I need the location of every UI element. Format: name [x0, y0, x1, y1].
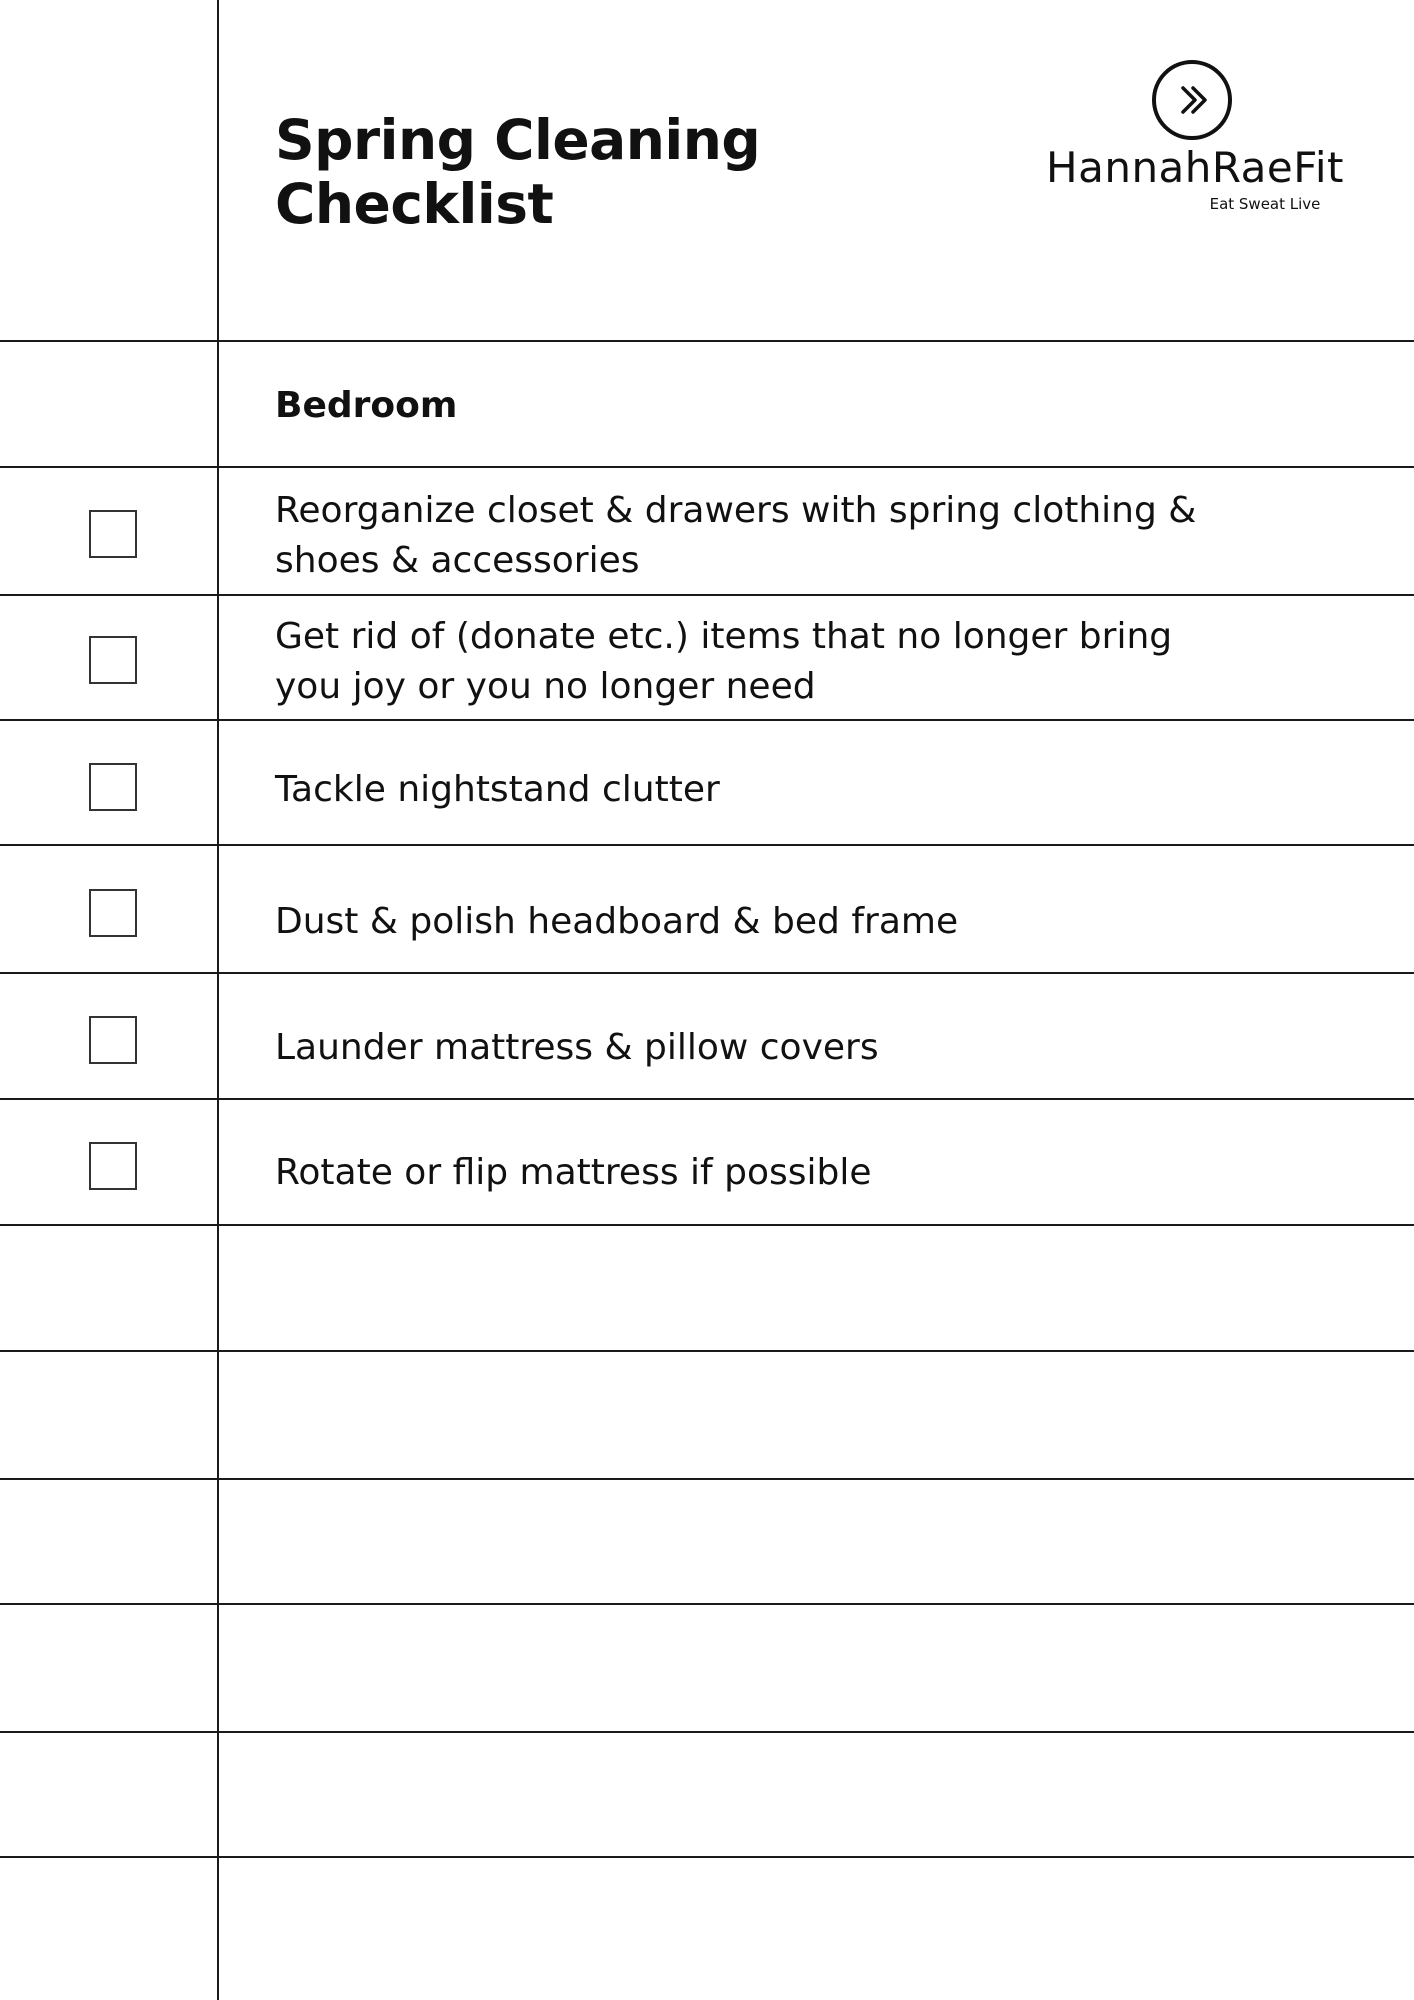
item-checkbox[interactable] — [89, 510, 137, 558]
row-divider — [0, 594, 1414, 596]
brand-tagline: Eat Sweat Live — [1209, 195, 1321, 213]
row-divider — [0, 1603, 1414, 1605]
double-chevron-right-icon — [1152, 60, 1232, 140]
item-text-line-1: Get rid of (donate etc.) items that no longer bring — [275, 616, 1173, 657]
item-text: Launder mattress & pillow covers — [275, 1027, 879, 1068]
item-checkbox[interactable] — [89, 1016, 137, 1064]
row-divider — [0, 466, 1414, 468]
item-text: Rotate or flip mattress if possible — [275, 1152, 872, 1193]
section-heading: Bedroom — [275, 385, 458, 426]
column-divider — [217, 0, 219, 2000]
item-text — [275, 486, 1275, 586]
item-checkbox[interactable] — [89, 1142, 137, 1190]
item-checkbox[interactable] — [89, 889, 137, 937]
row-divider — [0, 1098, 1414, 1100]
item-checkbox[interactable] — [89, 636, 137, 684]
row-divider — [0, 1350, 1414, 1352]
item-text-line-1: Reorganize closet & drawers with spring clothing & — [275, 490, 1197, 531]
page-title — [275, 108, 835, 236]
item-text — [275, 612, 1275, 712]
item-text-line-2: you joy or you no longer need — [275, 666, 816, 707]
title-line-1: Spring Cleaning — [275, 108, 761, 172]
item-text: Tackle nightstand clutter — [275, 769, 720, 810]
row-divider — [0, 972, 1414, 974]
item-text: Dust & polish headboard & bed frame — [275, 901, 959, 942]
row-divider — [0, 719, 1414, 721]
row-divider — [0, 340, 1414, 342]
row-divider — [0, 844, 1414, 846]
row-divider — [0, 1224, 1414, 1226]
brand-name: HannahRaeFit — [1046, 143, 1344, 192]
row-divider — [0, 1478, 1414, 1480]
row-divider — [0, 1856, 1414, 1858]
item-checkbox[interactable] — [89, 763, 137, 811]
row-divider — [0, 1731, 1414, 1733]
title-line-2: Checklist — [275, 172, 554, 236]
brand-logo — [1030, 55, 1360, 225]
item-text-line-2: shoes & accessories — [275, 540, 640, 581]
